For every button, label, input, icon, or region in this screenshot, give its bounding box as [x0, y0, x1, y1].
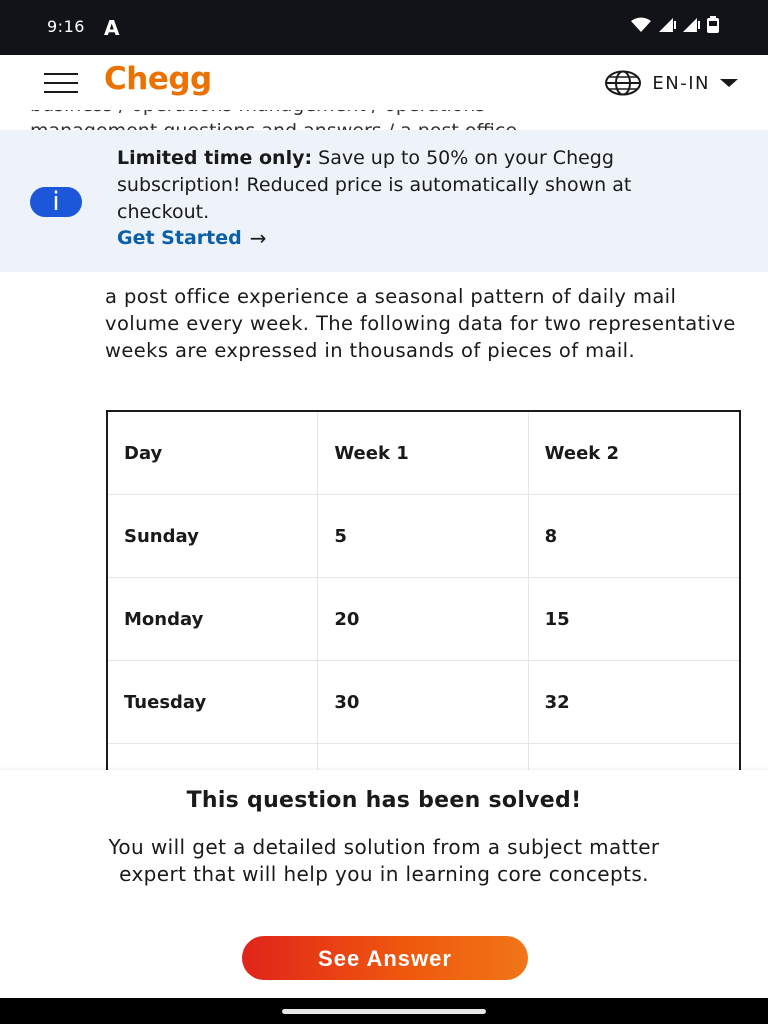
- status-icons: [630, 16, 720, 34]
- signal-icon: [682, 17, 700, 33]
- table-cell: 15: [544, 608, 570, 630]
- data-table: [106, 410, 741, 780]
- promo-text: [117, 145, 727, 226]
- solved-description: You will get a detailed solution from a subject matter expert that will help you in learning core concepts.: [108, 835, 660, 886]
- table-cell: Tuesday: [108, 661, 318, 743]
- signal-icon: [658, 17, 676, 33]
- promo-bold-text: Limited time only:: [117, 147, 313, 169]
- get-started-label: Get Started: [117, 227, 242, 249]
- table-row: [108, 578, 739, 661]
- status-time: 9:16: [47, 17, 85, 36]
- table-header: Week 2: [544, 442, 620, 464]
- see-answer-button[interactable]: See Answer: [242, 936, 528, 980]
- promo-body-text: Save up to 50% on your Chegg subscription! Reduced price is automatically shown at checkout.: [117, 147, 632, 223]
- chevron-down-icon: [720, 78, 738, 88]
- solved-title: This question has been solved!: [186, 788, 582, 813]
- table-cell: 32: [544, 691, 570, 713]
- language-label: EN-IN: [652, 72, 710, 94]
- chegg-logo[interactable]: Chegg: [104, 61, 212, 97]
- globe-icon: [604, 70, 642, 96]
- language-selector[interactable]: [604, 70, 738, 96]
- hamburger-menu-icon[interactable]: [44, 73, 78, 93]
- app-header: [0, 55, 768, 110]
- question-text: a post office experience a seasonal pattern of daily mail volume every week. The following data for two representative weeks are expressed in thousands of pieces of mail.: [105, 285, 736, 362]
- arrow-right-icon: →: [249, 226, 267, 250]
- table-header: Day: [108, 412, 318, 494]
- solved-panel: [0, 770, 768, 998]
- get-started-link[interactable]: [117, 226, 266, 250]
- table-header: Week 1: [318, 412, 528, 494]
- navigation-bar: [0, 998, 768, 1024]
- table-row: [108, 661, 739, 744]
- table-header-row: [108, 412, 739, 495]
- notification-icon: A: [104, 16, 120, 40]
- status-bar: [0, 0, 768, 55]
- table-row: [108, 495, 739, 578]
- info-icon: i: [30, 187, 82, 217]
- promo-banner: [0, 130, 768, 272]
- table-cell: 8: [544, 525, 558, 547]
- table-cell: Sunday: [108, 495, 318, 577]
- table-cell: 20: [318, 578, 528, 660]
- wifi-icon: [630, 17, 652, 33]
- table-cell: 5: [318, 495, 528, 577]
- battery-icon: [706, 16, 720, 34]
- table-cell: Monday: [108, 578, 318, 660]
- home-gesture-handle[interactable]: [282, 1009, 486, 1014]
- table-cell: 30: [318, 661, 528, 743]
